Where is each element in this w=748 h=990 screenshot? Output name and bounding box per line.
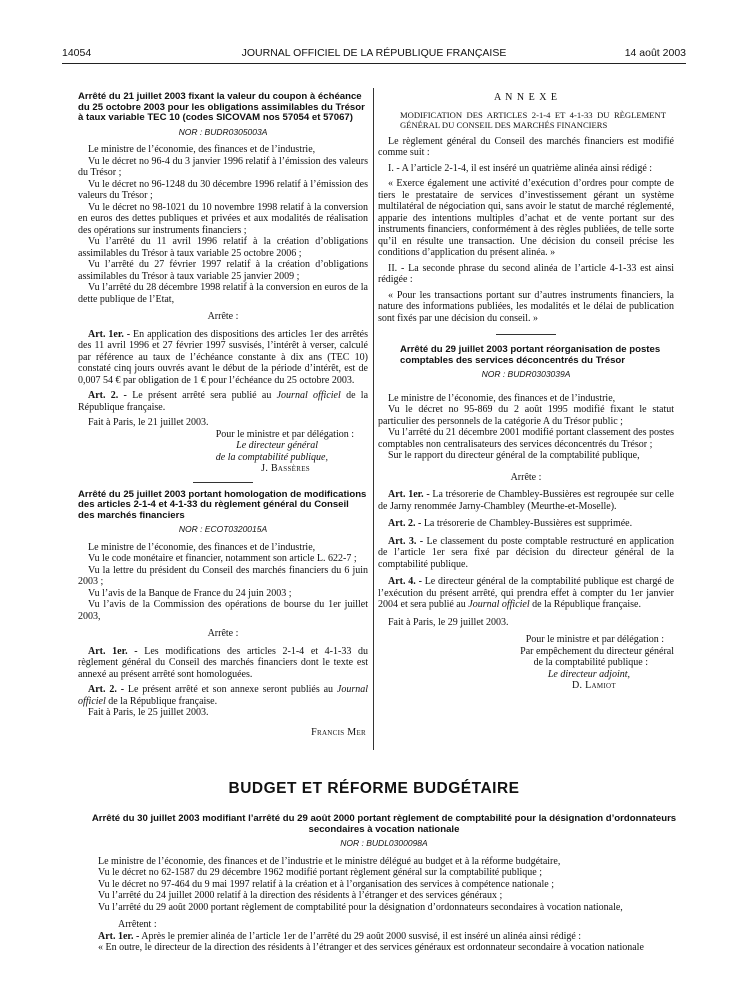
arrete-1-nor: NOR : BUDR0305003A: [178, 126, 268, 137]
signature-line: Le directeur adjoint,: [547, 668, 630, 680]
article-1: Art. 1er. - Les modifications des articles 2-1-4 et 4-1-33 du règlement général du Conseil des marchés financiers dont le texte est annexé au présent arrêté sont homologuées.: [78, 645, 369, 680]
paragraph: Vu l’arrêté du 24 juillet 2000 relatif à la direction des résidents à l’étranger et des services généraux ;: [98, 890, 503, 901]
paragraph: Vu l’avis de la Commission des opérations de bourse du 1er juillet 2003,: [78, 599, 368, 622]
paragraph: Vu le décret no 62-1587 du 29 décembre 1962 modifié portant règlement général sur la comptabilité publique ;: [98, 867, 542, 878]
arrete-2-nor: NOR : ECOT0320015A: [178, 524, 268, 534]
paragraph: Le ministre de l’économie, des finances et de l’industrie et le ministre délégué au budget et à la réforme budgétaire,: [98, 855, 561, 867]
arrete-heading: Arrête :: [207, 628, 239, 639]
paragraph: Le ministre de l’économie, des finances et de l’industrie,: [88, 541, 316, 553]
paragraph: Vu le décret no 97-464 du 9 mai 1997 relatif à la création et à l’organisation des services à compétence nationale ;: [98, 878, 554, 890]
separator: [193, 482, 253, 483]
left-column: [78, 92, 368, 738]
signatory: J. Bassères: [261, 463, 310, 474]
paragraph: I. - A l’article 2-1-4, il est inséré un quatrième alinéa ainsi rédigé :: [388, 162, 653, 174]
paragraph: Vu le décret no 95-869 du 2 août 1995 modifié fixant le statut particulier des personnels de la catégorie A du Trésor public ;: [378, 404, 674, 427]
article-2: Art. 2. - La trésorerie de Chambley-Bussières est supprimée.: [388, 518, 633, 529]
article-1: Art. 1er. - Après le premier alinéa de l’article 1er de l’arrêté du 29 août 2000 susvisé, il est inséré un alinéa ainsi rédigé :: [98, 930, 582, 942]
paragraph: Vu l’arrêté du 27 février 1997 relatif à la création d’obligations assimilables du Trésor à taux variable 25 janvier 2009 ;: [78, 259, 368, 282]
column-divider: [373, 88, 374, 750]
signature-line: Pour le ministre et par délégation :: [525, 634, 664, 645]
arrete-3-nor: NOR : BUDR0303039A: [481, 369, 571, 379]
article-2: Art. 2. - Le présent arrêté sera publié au Journal officiel de la République française.: [78, 390, 369, 413]
paragraph: Vu l’arrêté du 29 août 2000 portant règlement de comptabilité pour la désignation d’ordonnateurs secondaires à vocation nationale,: [98, 901, 623, 913]
signature-line: de la comptabilité publique,: [215, 451, 328, 463]
paragraph: Le ministre de l’économie, des finances et de l’industrie,: [88, 144, 316, 155]
fait-a-paris: Fait à Paris, le 21 juillet 2003.: [88, 417, 209, 428]
paragraph: « Pour les transactions portant sur d’autres instruments financiers, la nature des informations publiées, les modalités et le délai de publication sont fixés par une décision du conseil. »: [378, 289, 674, 324]
arrete-heading: Arrêtent :: [118, 919, 157, 930]
arrete-heading: Arrête :: [510, 471, 542, 483]
arrete-4-nor: NOR : BUDL0300098A: [340, 838, 428, 848]
paragraph: Vu le décret no 98-1021 du 10 novembre 1998 relatif à la conversion en euros des dettes publiques et privées et aux modalités de réalisation des opérations sur instruments financiers ;: [78, 201, 368, 236]
journal-title: JOURNAL OFFICIEL DE LA RÉPUBLIQUE FRANÇAISE: [241, 47, 507, 59]
paragraph: Le règlement général du Conseil des marchés financiers est modifié comme suit :: [378, 135, 674, 158]
signature-line: Pour le ministre et par délégation :: [215, 428, 354, 440]
page-number: 14054: [62, 47, 92, 59]
paragraph: Vu la lettre du président du Conseil des marchés financiers du 6 juin 2003 ;: [78, 564, 368, 587]
page-header: [62, 47, 686, 61]
paragraph: Vu le décret no 96-1248 du 30 décembre 1996 relatif à l’émission des valeurs du Trésor ;: [78, 178, 368, 201]
header-rule: [62, 63, 686, 64]
arrete-3-title: Arrêté du 29 juillet 2003 portant réorganisation de postes comptables des services déconcentrés du Trésor: [400, 344, 661, 366]
section-title: BUDGET ET RÉFORME BUDGÉTAIRE: [228, 780, 520, 797]
paragraph: Vu l’arrêté du 11 avril 1996 relatif à la création d’obligations assimilables du Trésor à taux variable 25 octobre 2006 ;: [78, 236, 368, 259]
article-2: Art. 2. - Le présent arrêté et son annexe seront publiés au Journal officiel de la République française.: [78, 684, 369, 707]
fait-a-paris: Fait à Paris, le 29 juillet 2003.: [388, 616, 509, 628]
paragraph: II. - La seconde phrase du second alinéa de l’article 4-1-33 est ainsi rédigée :: [378, 262, 674, 285]
paragraph: Le ministre de l’économie, des finances et de l’industrie,: [388, 392, 616, 404]
article-4: Art. 4. - Le directeur général de la comptabilité publique est chargé de l’exécution du présent arrêté, qui prendra effet à compter du 1er janvier 2004 et sera publié au Journal officiel de la République française.: [378, 576, 674, 610]
signatory: Francis Mer: [311, 726, 366, 738]
annexe-subtitle: MODIFICATION DES ARTICLES 2-1-4 ET 4-1-33 DU RÈGLEMENT GÉNÉRAL DU CONSEIL DES MARCHÉS FINANCIERS: [400, 109, 666, 130]
arrete-4: [88, 814, 680, 954]
separator: [496, 334, 556, 335]
paragraph: Sur le rapport du directeur général de la comptabilité publique,: [388, 450, 640, 461]
arrete-heading: Arrête :: [207, 311, 239, 322]
signature-line: Par empêchement du directeur général: [520, 645, 674, 657]
signature-line: Le directeur général: [236, 440, 318, 451]
article-1: Art. 1er. - En application des dispositions des articles 1er des arrêtés des 11 avril 1996 et 27 février 1997 susvisés, l’intérêt à verser, calculé par référence au taux de l’échéance constante à dix ans (TEC 10) constaté cinq jours ouvrés avant le début de la période d’intérêt, est de 0,007 54 € par obligation de 1 € pour l’échéance du 25 octobre 2003.: [78, 328, 369, 386]
article-1: Art. 1er. - La trésorerie de Chambley-Bussières est regroupée sur celle de Jarny renommée Jarny-Chambley (Meurthe-et-Moselle).: [378, 489, 674, 512]
signature-line: de la comptabilité publique :: [533, 657, 648, 668]
arrete-4-title: Arrêté du 30 juillet 2003 modifiant l’arrêté du 29 août 2000 portant règlement de comptabilité pour la désignation d’ordonnateurs secondaires à vocation nationale: [91, 813, 677, 835]
right-column: [378, 92, 674, 692]
issue-date: 14 août 2003: [624, 47, 686, 59]
paragraph: Vu le décret no 96-4 du 3 janvier 1996 relatif à l’émission des valeurs du Trésor ;: [78, 155, 368, 178]
fait-a-paris: Fait à Paris, le 25 juillet 2003.: [88, 707, 209, 718]
arrete-1-title: Arrêté du 21 juillet 2003 fixant la valeur du coupon à échéance du 25 octobre 2003 pour les obligations assimilables du Trésor à taux variable TEC 10 (codes SICOVAM nos 57054 et 57067): [78, 91, 365, 123]
article-3: Art. 3. - Le classement du poste comptable restructuré en application de l’article 1er sera fixé par décision du directeur général de la comptabilité publique.: [378, 535, 674, 570]
arrete-2-title: Arrêté du 25 juillet 2003 portant homologation de modifications des articles 2-1-4 et 4-1-33 du règlement général du Conseil des marchés financiers: [78, 488, 367, 521]
paragraph: « En outre, le directeur de la direction des résidents à l’étranger et des services généraux est ordonnateur secondaire à vocation nationale: [98, 942, 644, 953]
paragraph: Vu le code monétaire et financier, notamment son article L. 622-7 ;: [88, 553, 357, 564]
annexe-heading: A N N E X E: [493, 92, 559, 103]
paragraph: « Exerce également une activité d’exécution d’ordres pour compte de tiers le prestataire de services d’investissement gérant un système multilatéral de négociation qui, sans avoir le statut de marché réglementé, apparie des intentions multiples d’achat et de vente portant sur des instruments financiers, conformément à des règles publiées, de telle sorte qu’il en résulte une transaction. Une décision du conseil précise les conditions d’application du présent alinéa. »: [378, 178, 674, 258]
paragraph: Vu l’arrêté du 21 décembre 2001 modifié portant classement des postes comptables non centralisateurs des services déconcentrés du Trésor ;: [378, 427, 674, 450]
paragraph: Vu l’avis de la Banque de France du 24 juin 2003 ;: [88, 587, 292, 599]
signatory: D. Lamiot: [572, 680, 616, 691]
paragraph: Vu l’arrêté du 28 décembre 1998 relatif à la conversion en euros de la dette publique de l’Etat,: [78, 282, 368, 305]
